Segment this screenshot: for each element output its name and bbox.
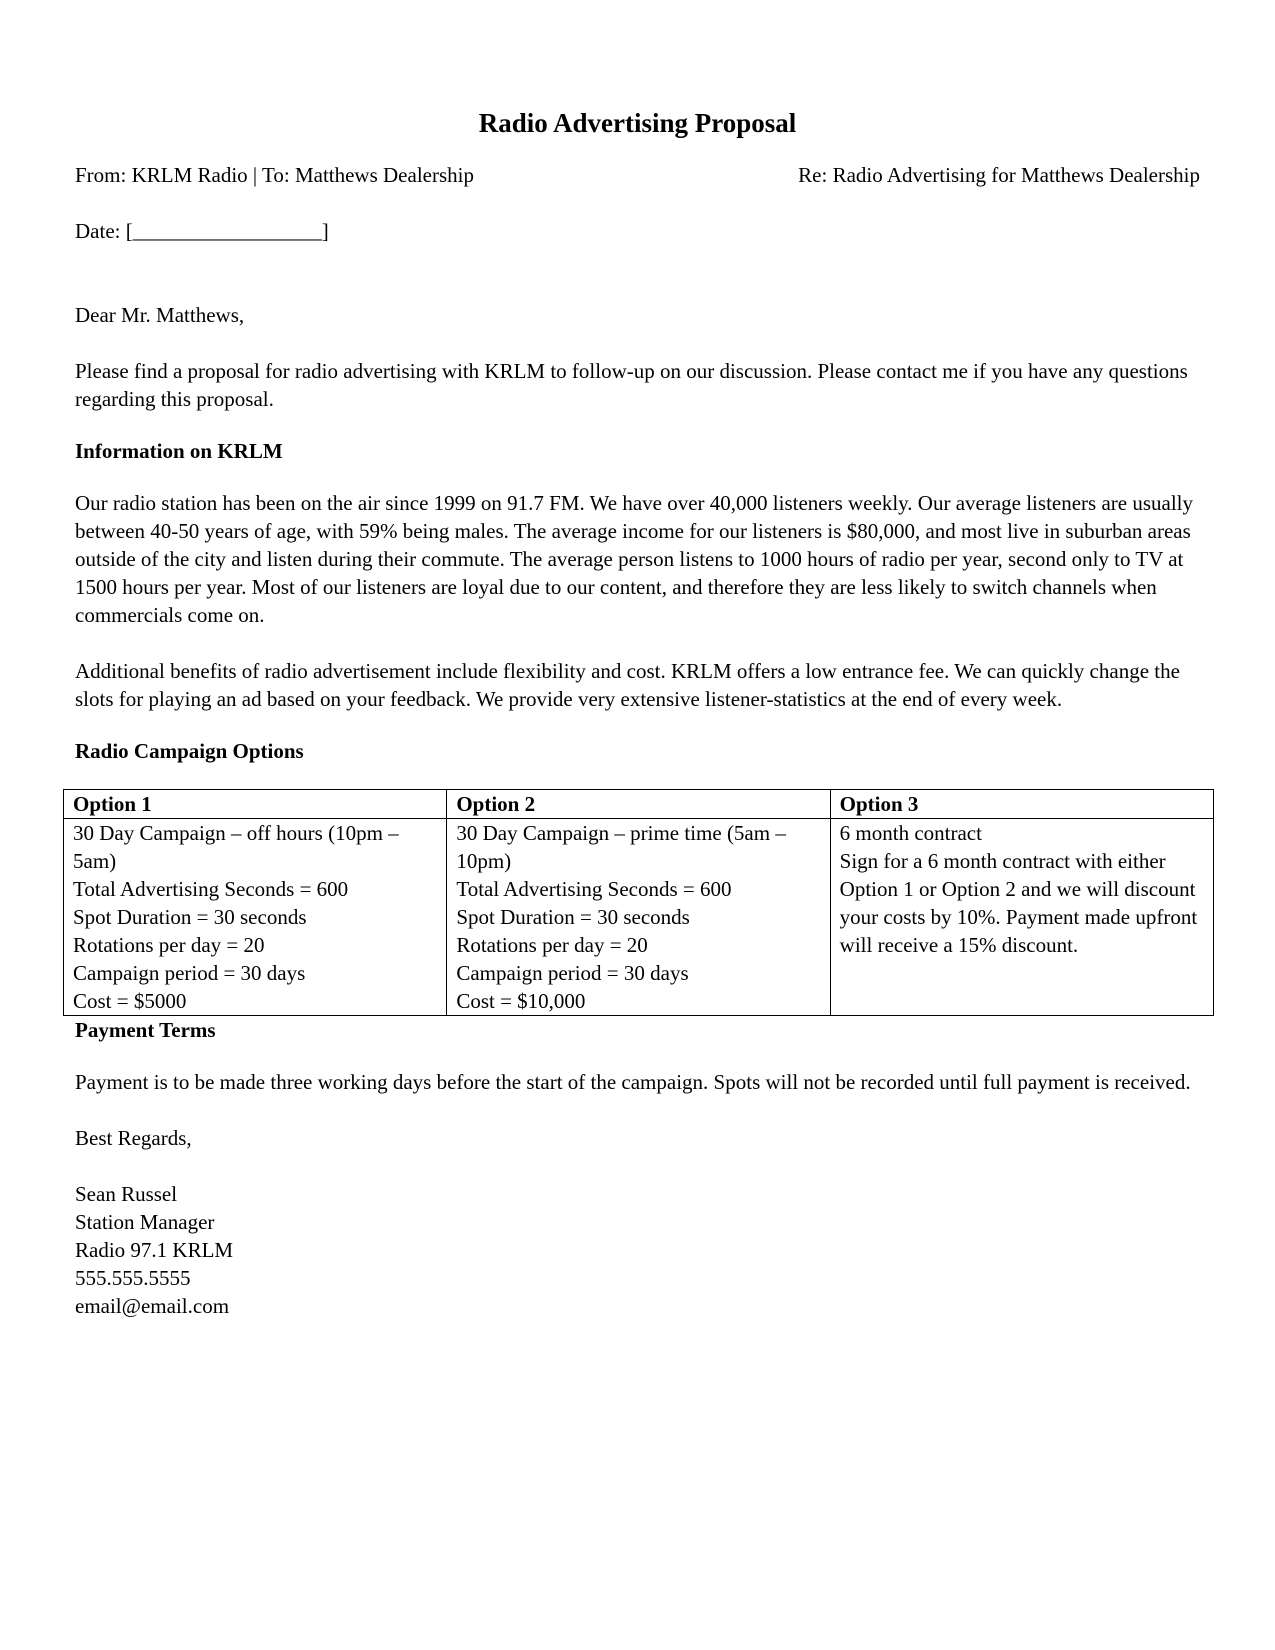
re-line: Re: Radio Advertising for Matthews Dealership [798,163,1200,187]
signature-block [75,1180,1200,1320]
signature-name: Sean Russel [75,1182,178,1206]
option-3-line: Sign for a 6 month contract with either Option 1 or Option 2 and we will discount your costs by 10%. Payment made upfront will receive a 15% discount. [839,849,1198,957]
closing: Best Regards, [75,1126,192,1150]
header-row [75,161,1200,189]
signature-station: Radio 97.1 KRLM [75,1238,234,1262]
option-1-cell [64,819,447,1016]
from-to-line: From: KRLM Radio | To: Matthews Dealership [75,163,474,187]
document-page [75,105,1200,1320]
option-1-line: Cost = $5000 [73,989,187,1013]
option-1-line: Spot Duration = 30 seconds [73,905,307,929]
info-paragraph-2: Additional benefits of radio advertisement include flexibility and cost. KRLM offers a low entrance fee. We can quickly change the slots for playing an ad based on your feedback. We provide very extensive listener-statistics at the end of every week. [75,659,1180,711]
signature-phone: 555.555.5555 [75,1266,191,1290]
date-line: Date: [__________________] [75,219,329,243]
options-body-row [64,819,1214,1016]
option-2-line: Spot Duration = 30 seconds [456,905,690,929]
option-2-line: Total Advertising Seconds = 600 [456,877,732,901]
document-title: Radio Advertising Proposal [478,108,797,138]
option-3-cell [830,819,1213,1016]
option-1-line: Rotations per day = 20 [73,933,265,957]
options-header-row [64,790,1214,819]
option-1-line: Total Advertising Seconds = 600 [73,877,349,901]
option-2-header: Option 2 [447,790,830,819]
option-3-header: Option 3 [830,790,1213,819]
payment-paragraph: Payment is to be made three working days before the start of the campaign. Spots will not be recorded until full payment is received. [75,1070,1191,1094]
salutation: Dear Mr. Matthews, [75,303,245,327]
payment-heading: Payment Terms [75,1018,216,1042]
option-2-line: Campaign period = 30 days [456,961,689,985]
intro-paragraph: Please find a proposal for radio advertising with KRLM to follow-up on our discussion. Please contact me if you have any questions regarding this proposal. [75,359,1188,411]
option-3-line: 6 month contract [839,821,982,845]
option-2-line: 30 Day Campaign – prime time (5am – 10pm) [456,821,786,873]
info-heading: Information on KRLM [75,439,283,463]
options-heading: Radio Campaign Options [75,739,304,763]
signature-email: email@email.com [75,1294,230,1318]
info-paragraph-1: Our radio station has been on the air since 1999 on 91.7 FM. We have over 40,000 listeners weekly. Our average listeners are usually between 40-50 years of age, with 59% being males. The average income for our listeners is $80,000, and most live in suburban areas outside of the city and listen during their commute. The average person listens to 1000 hours of radio per year, second only to TV at 1500 hours per year. Most of our listeners are loyal due to our content, and therefore they are less likely to switch channels when commercials come on. [75,491,1194,627]
option-2-cell [447,819,830,1016]
signature-title: Station Manager [75,1210,215,1234]
option-2-line: Cost = $10,000 [456,989,586,1013]
option-1-line: 30 Day Campaign – off hours (10pm – 5am) [73,821,399,873]
option-2-line: Rotations per day = 20 [456,933,648,957]
option-1-line: Campaign period = 30 days [73,961,306,985]
option-1-header: Option 1 [64,790,447,819]
options-table [63,789,1214,1016]
